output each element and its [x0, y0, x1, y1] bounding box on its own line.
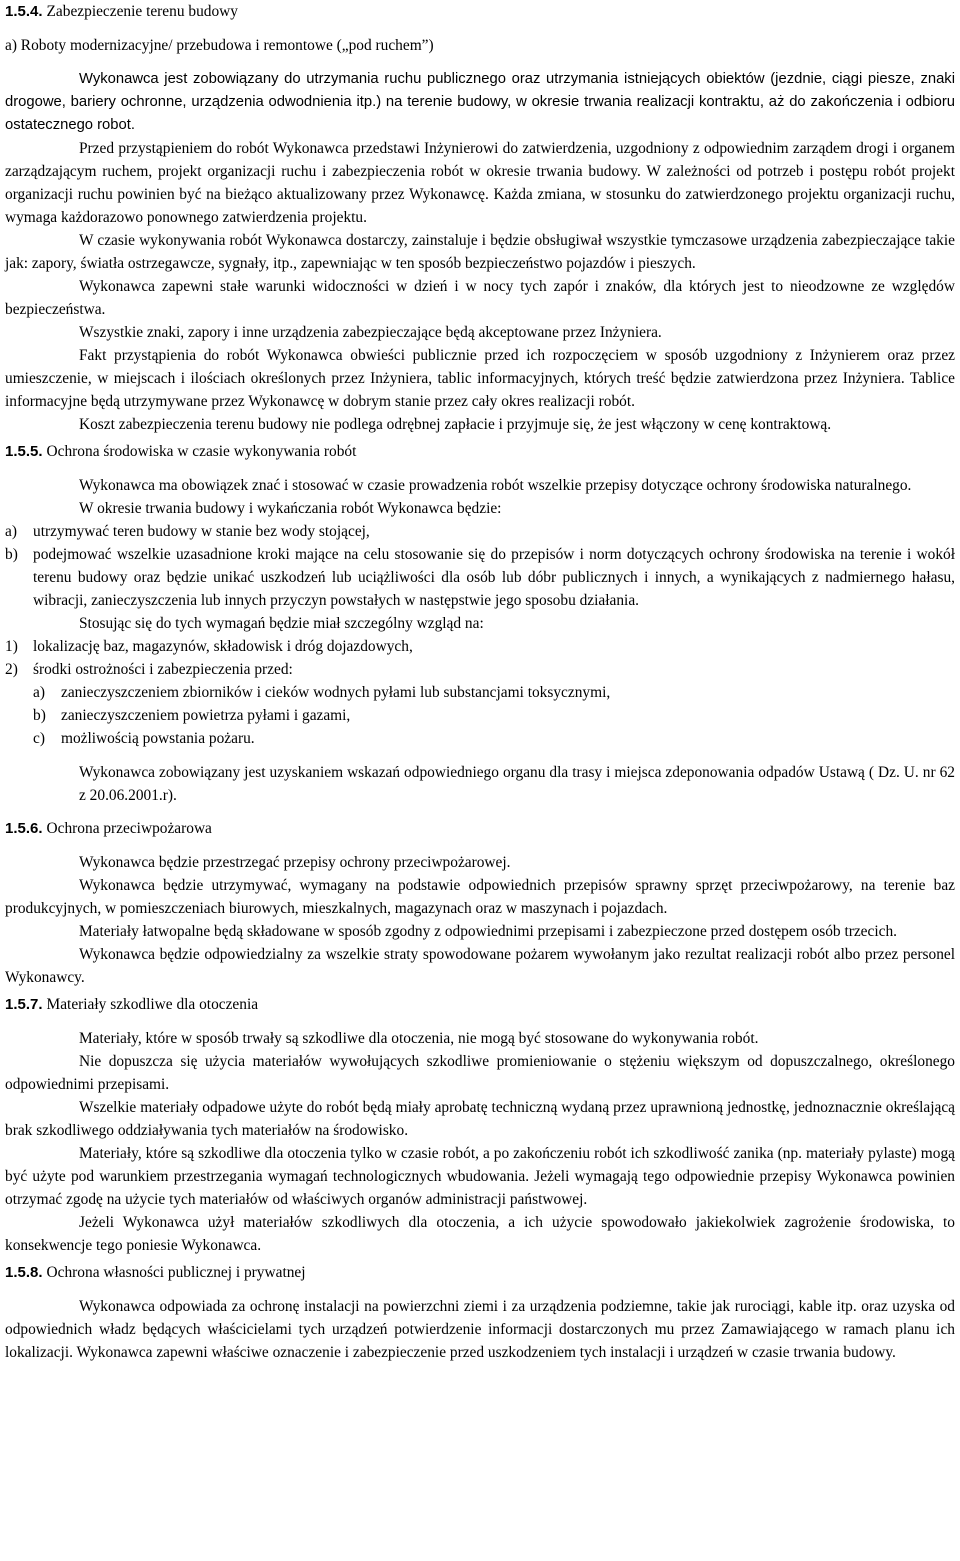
list-item: [5, 520, 955, 543]
paragraph: Materiały, które w sposób trwały są szkodliwe dla otoczenia, nie mogą być stosowane do wykonywania robót.: [79, 1030, 759, 1047]
section-heading-1-5-5: [5, 440, 955, 463]
section-title: Zabezpieczenie terenu budowy: [46, 3, 238, 20]
list-marker: a): [5, 523, 17, 540]
paragraph: Przed przystąpieniem do robót Wykonawca przedstawi Inżynierowi do zatwierdzenia, uzgodniony z odpowiednim zarządem drogi i organem zarządzającym ruchem, projekt organizacji ruchu i zabezpieczenia robót w okresie trwania budowy. W zależności od potrzeb i postępu robót projekt organizacji ruchu powinien być na bieżąco aktualizowany przez Wykonawcę. Każda zmiana, w stosunku do zatwierdzonego projektu organizacji ruchu, wymaga każdorazowo ponownego zatwierdzenia projektu.: [5, 140, 955, 226]
paragraph: Wykonawca jest zobowiązany do utrzymania ruchu publicznego oraz utrzymania istniejących obiektów (jezdnie, ciągi piesze, znaki drogowe, bariery ochronne, urządzenia odwodnienia itp.) na terenie budowy, w okresie trwania realizacji kontraktu, aż do zakończenia i odbioru ostatecznego robot.: [5, 71, 955, 133]
paragraph: Materiały, które są szkodliwe dla otoczenia tylko w czasie robót, a po zakończeniu robót ich szkodliwość zanika (np. materiały pylaste) mogą być użyte pod warunkiem przestrzegania wymagań technologicznych wbudowania. Jeżeli wymagają tego odpowiednie przepisy Wykonawca powinien otrzymać zgodę na użycie tych materiałów od właściwych organów administracji państwowej.: [5, 1145, 955, 1208]
section-number: 1.5.6.: [5, 820, 43, 837]
section-number: 1.5.4.: [5, 3, 43, 20]
section-number: 1.5.5.: [5, 443, 43, 460]
paragraph: Koszt zabezpieczenia terenu budowy nie podlega odrębnej zapłacie i przyjmuje się, że jest włączony w cenę kontraktową.: [79, 416, 832, 433]
list-text: zanieczyszczeniem powietrza pyłami i gazami,: [61, 707, 351, 724]
list-marker: c): [33, 730, 45, 747]
spacer: [5, 1016, 955, 1027]
paragraph: Materiały łatwopalne będą składowane w sposób zgodny z odpowiednimi przepisami i zabezpieczone przed dostępem osób trzecich.: [79, 923, 897, 940]
list-item: [5, 658, 955, 681]
list-marker: 1): [5, 638, 18, 655]
paragraph: Wykonawca odpowiada za ochronę instalacji na powierzchni ziemi i za urządzenia podziemne, takie jak rurociągi, kable itp. oraz uzyska od odpowiednich władz będących właścicielami tych urządzeń potwierdzenie informacji dostarczonych mu przez Zamawiającego w ramach planu ich lokalizacji. Wykonawca zapewni właściwe oznaczenie i zabezpieczenie przed uszkodzeniem tych instalacji i urządzeń w czasie trwania budowy.: [5, 1298, 955, 1361]
paragraph: Wszelkie materiały odpadowe użyte do robót będą miały aprobatę techniczną wydaną przez uprawnioną jednostkę, jednoznacznie określającą brak szkodliwego oddziaływania tych materiałów na środowisko.: [5, 1099, 955, 1139]
spacer: [5, 750, 955, 761]
list-text: podejmować wszelkie uzasadnione kroki mające na celu stosowanie się do przepisów i norm dotyczących ochrony środowiska na terenie i wokół terenu budowy oraz będzie unikać uszkodzeń lub uciążliwości dla osób lub dóbr publicznych i innych, a wynikających z nadmiernego hałasu, wibracji, zanieczyszczenia lub innych przyczyn powstałych w następstwie jego sposobu działania.: [33, 546, 955, 609]
list-text: zanieczyszczeniem zbiorników i cieków wodnych pyłami lub substancjami toksycznymi,: [61, 684, 611, 701]
list-text: utrzymywać teren budowy w stanie bez wody stojącej,: [33, 523, 370, 540]
paragraph: Wszystkie znaki, zapory i inne urządzenia zabezpieczające będą akceptowane przez Inżyniera.: [79, 324, 662, 341]
list-text: środki ostrożności i zabezpieczenia przed:: [33, 661, 293, 678]
spacer: [5, 1284, 955, 1295]
spacer: [5, 840, 955, 851]
section-title: Ochrona środowiska w czasie wykonywania robót: [46, 443, 357, 460]
paragraph: Wykonawca będzie utrzymywać, wymagany na podstawie odpowiednich przepisów sprawny sprzęt przeciwpożarowy, na terenie baz produkcyjnych, w pomieszczeniach biurowych, mieszkalnych, magazynach oraz w maszynach i pojazdach.: [5, 877, 955, 917]
list-item: [5, 704, 955, 727]
paragraph: Wykonawca zobowiązany jest uzyskaniem wskazań odpowiedniego organu dla trasy i miejsca zdeponowania odpadów Ustawą ( Dz. U. nr 62 z 20.06.2001.r).: [79, 764, 955, 804]
section-heading-1-5-8: [5, 1261, 955, 1284]
paragraph: W okresie trwania budowy i wykańczania robót Wykonawca będzie:: [79, 500, 502, 517]
section-number: 1.5.7.: [5, 996, 43, 1013]
spacer: [5, 23, 955, 34]
paragraph: Fakt przystąpienia do robót Wykonawca obwieści publicznie przed ich rozpoczęciem w sposób uzgodniony z Inżynierem oraz przez umieszczenie, w miejscach i ilościach określonych przez Inżyniera, tablic informacyjnych, których treść będzie zatwierdzona przez Inżyniera. Tablice informacyjne będą utrzymywane przez Wykonawcę w dobrym stanie przez cały okres realizacji robót.: [5, 347, 955, 410]
paragraph: Wykonawca będzie przestrzegać przepisy ochrony przeciwpożarowej.: [79, 854, 511, 871]
paragraph: Wykonawca będzie odpowiedzialny za wszelkie straty spowodowane pożarem wywołanym jako rezultat realizacji robót albo przez personel Wykonawcy.: [5, 946, 955, 986]
list-text: lokalizację baz, magazynów, składowisk i dróg dojazdowych,: [33, 638, 413, 655]
paragraph: Stosując się do tych wymagań będzie miał szczególny wzgląd na:: [79, 615, 484, 632]
subsection-a: a) Roboty modernizacyjne/ przebudowa i remontowe („pod ruchem”): [5, 37, 434, 54]
list-item: [5, 681, 955, 704]
spacer: [5, 463, 955, 474]
paragraph: Wykonawca zapewni stałe warunki widoczności w dzień i w nocy tych zapór i znaków, dla których jest to nieodzowne ze względów bezpieczeństwa.: [5, 278, 955, 318]
paragraph: W czasie wykonywania robót Wykonawca dostarczy, zainstaluje i będzie obsługiwał wszystkie tymczasowe urządzenia zabezpieczające takie jak: zapory, światła ostrzegawcze, sygnały, itp., zapewniając w ten sposób bezpieczeństwo pojazdów i pieszych.: [5, 232, 955, 272]
list-item: [5, 635, 955, 658]
list-item: [5, 543, 955, 612]
list-marker: b): [33, 707, 46, 724]
list-marker: a): [33, 684, 45, 701]
list-text: możliwością powstania pożaru.: [61, 730, 255, 747]
paragraph: Nie dopuszcza się użycia materiałów wywołujących szkodliwe promieniowanie o stężeniu większym od dopuszczalnego, określonego odpowiednimi przepisami.: [5, 1053, 955, 1093]
section-heading-1-5-7: [5, 993, 955, 1016]
paragraph: Jeżeli Wykonawca użył materiałów szkodliwych dla otoczenia, a ich użycie spowodowało jakiekolwiek zagrożenie środowiska, to konsekwencje tego poniesie Wykonawca.: [5, 1214, 955, 1254]
spacer: [5, 57, 955, 68]
section-heading-1-5-6: [5, 817, 955, 840]
list-item: [5, 727, 955, 750]
section-title: Ochrona własności publicznej i prywatnej: [46, 1264, 306, 1281]
list-marker: b): [5, 546, 18, 563]
list-marker: 2): [5, 661, 18, 678]
section-title: Materiały szkodliwe dla otoczenia: [46, 996, 259, 1013]
section-title: Ochrona przeciwpożarowa: [46, 820, 212, 837]
paragraph: Wykonawca ma obowiązek znać i stosować w czasie prowadzenia robót wszelkie przepisy dotyczące ochrony środowiska naturalnego.: [79, 477, 912, 494]
section-number: 1.5.8.: [5, 1264, 43, 1281]
section-heading-1-5-4: [5, 0, 955, 23]
